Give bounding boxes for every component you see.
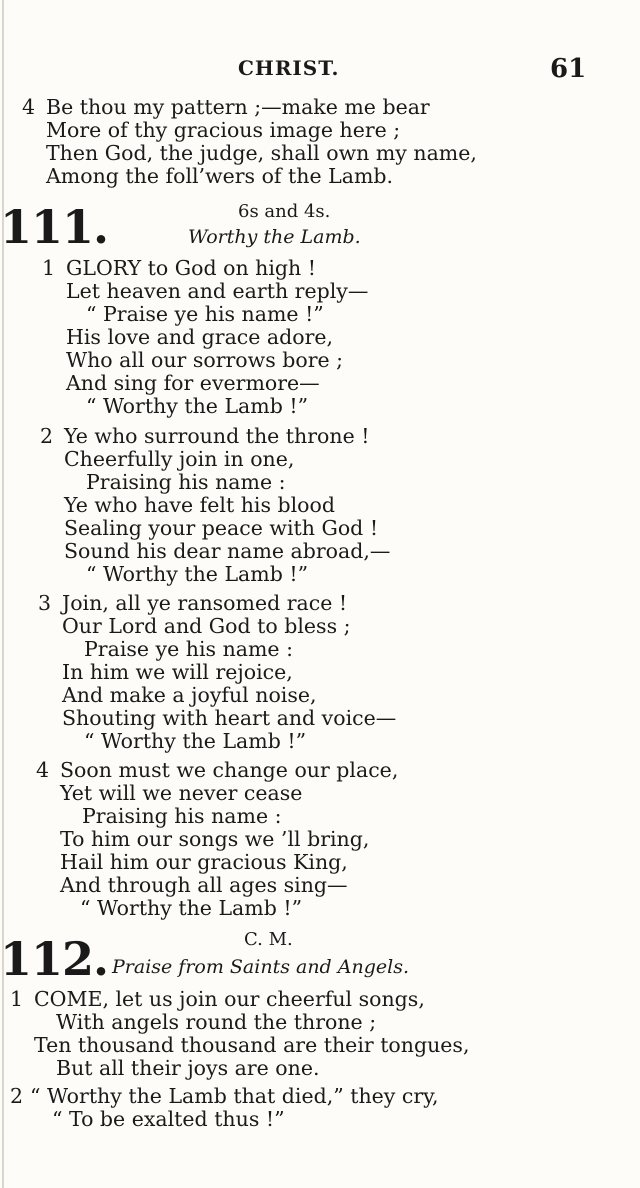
verse-line: And through all ages sing— xyxy=(60,873,348,897)
verse-line: “ Worthy the Lamb !” xyxy=(86,394,309,418)
verse-line: Cheerfully join in one, xyxy=(64,447,295,471)
verse-line: Sound his dear name abroad,— xyxy=(64,539,391,563)
verse-number: 2 xyxy=(10,1084,24,1108)
hymn-title: Worthy the Lamb. xyxy=(188,226,361,248)
verse-number: 2 xyxy=(40,424,54,448)
verse-line: GLORY to God on high ! xyxy=(66,256,317,280)
verse-line: Praise ye his name : xyxy=(84,637,293,661)
verse-line: Be thou my pattern ;—make me bear xyxy=(46,95,430,119)
verse-line: “ To be exalted thus !” xyxy=(52,1107,285,1131)
verse-line: “ Worthy the Lamb that died,” they cry, xyxy=(30,1084,439,1108)
verse-line: And sing for evermore— xyxy=(66,371,320,395)
verse-line: “ Praise ye his name !” xyxy=(86,302,324,326)
verse-line: Yet will we never cease xyxy=(60,781,303,805)
verse-line: Praising his name : xyxy=(86,470,286,494)
verse-line: Our Lord and God to bless ; xyxy=(62,614,351,638)
verse-line: More of thy gracious image here ; xyxy=(46,118,401,142)
verse-number: 3 xyxy=(38,591,52,615)
hymn-title: Praise from Saints and Angels. xyxy=(112,956,409,978)
verse-line: Let heaven and earth reply— xyxy=(66,279,369,303)
verse-line: But all their joys are one. xyxy=(56,1056,320,1080)
verse-line: With angels round the throne ; xyxy=(56,1010,377,1034)
verse-line: Sealing your peace with God ! xyxy=(64,516,379,540)
verse-number: 1 xyxy=(42,256,56,280)
verse-line: Soon must we change our place, xyxy=(60,758,399,782)
verse-line: And make a joyful noise, xyxy=(62,683,317,707)
verse-line: His love and grace adore, xyxy=(66,325,334,349)
verse-line: Hail him our gracious King, xyxy=(60,850,348,874)
hymn-meter: 6s and 4s. xyxy=(238,201,331,222)
verse-line: Then God, the judge, shall own my name, xyxy=(46,141,477,165)
verse-number: 1 xyxy=(10,987,24,1011)
verse-line: “ Worthy the Lamb !” xyxy=(84,729,307,753)
verse-line: Who all our sorrows bore ; xyxy=(66,348,344,372)
verse-line: In him we will rejoice, xyxy=(62,660,293,684)
verse-line: Shouting with heart and voice— xyxy=(62,706,397,730)
section-title: CHRIST. xyxy=(238,56,340,80)
hymn-number: 111. xyxy=(0,200,109,254)
verse-line: “ Worthy the Lamb !” xyxy=(80,896,303,920)
verse-line: Ye who have felt his blood xyxy=(64,493,335,517)
verse-line: “ Worthy the Lamb !” xyxy=(86,562,309,586)
verse-line: Ye who surround the throne ! xyxy=(64,424,370,448)
verse-line: Join, all ye ransomed race ! xyxy=(62,591,348,615)
verse-line: To him our songs we ’ll bring, xyxy=(60,827,370,851)
verse-line: Among the foll’wers of the Lamb. xyxy=(46,164,394,188)
verse-line: Ten thousand thousand are their tongues, xyxy=(34,1033,470,1057)
verse-number: 4 xyxy=(36,758,50,782)
running-head xyxy=(0,52,640,84)
hymn-meter: C. M. xyxy=(244,929,293,950)
page-edge xyxy=(2,0,4,1188)
verse-line: COME, let us join our cheerful songs, xyxy=(34,987,425,1011)
verse-number: 4 xyxy=(22,95,36,119)
hymn-number: 112. xyxy=(0,932,109,986)
verse-line: Praising his name : xyxy=(82,804,282,828)
page-number: 61 xyxy=(550,54,587,84)
